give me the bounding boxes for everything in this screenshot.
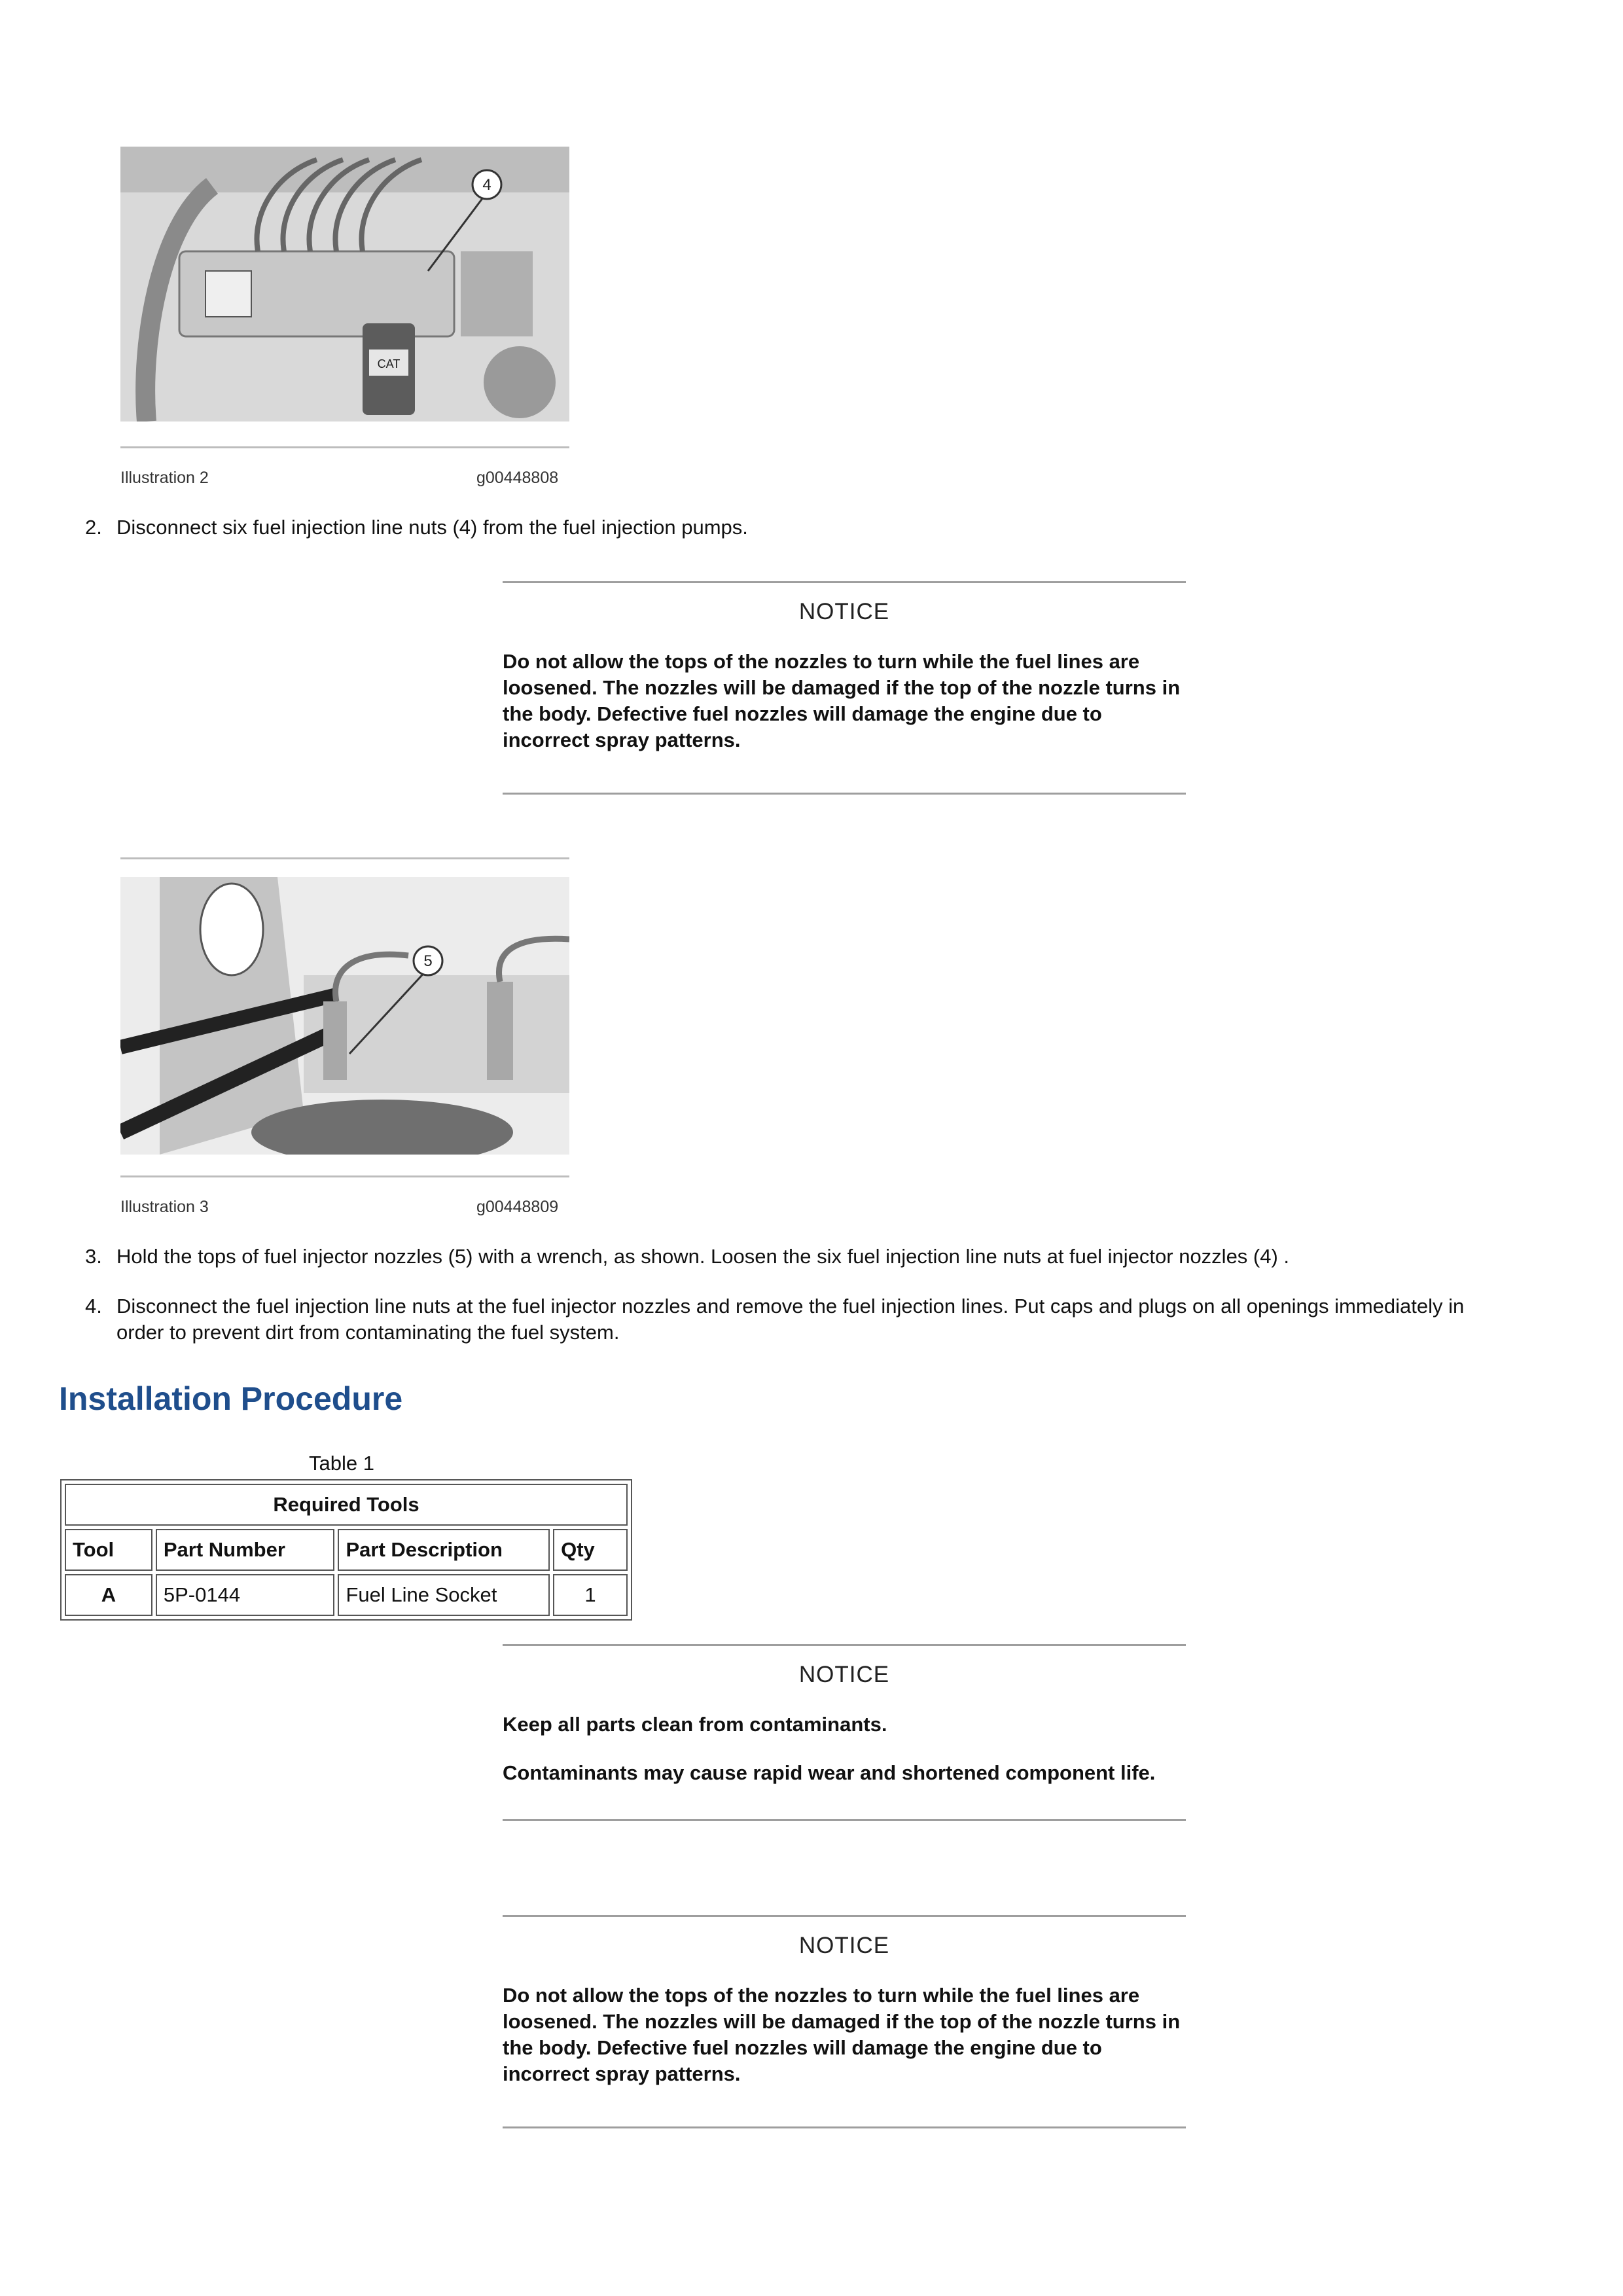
notice-title: NOTICE (798, 599, 890, 624)
notice-bottom-rule (503, 1819, 1186, 1821)
step-number: 4. (85, 1295, 102, 1318)
column-header: Qty (553, 1529, 628, 1571)
notice-title: NOTICE (798, 1933, 890, 1958)
table-cell: 5P-0144 (156, 1574, 335, 1616)
step-text: Hold the tops of fuel injector nozzles (5) with a wrench, as shown. Loosen the six fuel injection line nuts at fuel injector nozzles (4) . (116, 1245, 1290, 1268)
illustration-2-rule (120, 446, 569, 448)
notice-bottom-rule (503, 793, 1186, 795)
table-caption: Table 1 (309, 1452, 374, 1475)
illustration-3-top-rule (120, 857, 569, 859)
step-text: Disconnect six fuel injection line nuts (4) from the fuel injection pumps. (116, 516, 748, 539)
svg-text:CAT: CAT (377, 357, 401, 370)
nozzle-wrench-photo (120, 877, 569, 1155)
table-header-row (65, 1529, 628, 1571)
notice-2 (503, 1644, 1186, 1821)
notice-text: Do not allow the tops of the nozzles to turn while the fuel lines are loosened. The nozzles will be damaged if the top of the nozzle turns in the body. Defective fuel nozzles will damage the engine due to incorrect spray patterns. (503, 650, 1181, 751)
illustration-2-id: g00448808 (476, 469, 559, 487)
step-number: 3. (85, 1245, 102, 1268)
step-number: 2. (85, 516, 102, 539)
notice-text: Contaminants may cause rapid wear and shortened component life. (503, 1761, 1156, 1784)
step-3 (85, 1244, 1512, 1270)
notice-1 (503, 581, 1186, 795)
illustration-3-rule (120, 1175, 569, 1177)
section-heading: Installation Procedure (59, 1380, 403, 1417)
notice-title: NOTICE (798, 1662, 890, 1687)
column-header: Part Number (156, 1529, 335, 1571)
illustration-3-id: g00448809 (476, 1198, 559, 1216)
step-4 (85, 1293, 1512, 1346)
notice-text: Keep all parts clean from contaminants. (503, 1713, 887, 1736)
notice-top-rule (503, 581, 1186, 583)
step-2 (85, 514, 1459, 541)
illustration-3-label: Illustration 3 (120, 1198, 209, 1216)
illustration-2-image (120, 147, 569, 422)
notice-3 (503, 1915, 1186, 2128)
notice-top-rule (503, 1915, 1186, 1917)
illustration-2-label: Illustration 2 (120, 469, 209, 487)
required-tools-table (60, 1479, 632, 1621)
table-row (65, 1574, 628, 1616)
table-cell: A (65, 1574, 152, 1616)
notice-text: Do not allow the tops of the nozzles to turn while the fuel lines are loosened. The nozzles will be damaged if the top of the nozzle turns in the body. Defective fuel nozzles will damage the engine due to incorrect spray patterns. (503, 1984, 1181, 2085)
column-header: Part Description (338, 1529, 550, 1571)
callout-5: 5 (423, 952, 433, 970)
table-cell: Fuel Line Socket (338, 1574, 550, 1616)
callout-4: 4 (482, 176, 491, 194)
illustration-3-image (120, 877, 569, 1155)
engine-fuel-pump-photo (120, 147, 569, 422)
table-title: Required Tools (65, 1484, 628, 1526)
step-text: Disconnect the fuel injection line nuts at the fuel injector nozzles and remove the fuel injection lines. Put caps and plugs on all openings immediately in order to prevent dirt from contaminating the fuel system. (116, 1295, 1465, 1344)
table-cell: 1 (553, 1574, 628, 1616)
notice-bottom-rule (503, 2126, 1186, 2128)
notice-top-rule (503, 1644, 1186, 1646)
column-header: Tool (65, 1529, 152, 1571)
